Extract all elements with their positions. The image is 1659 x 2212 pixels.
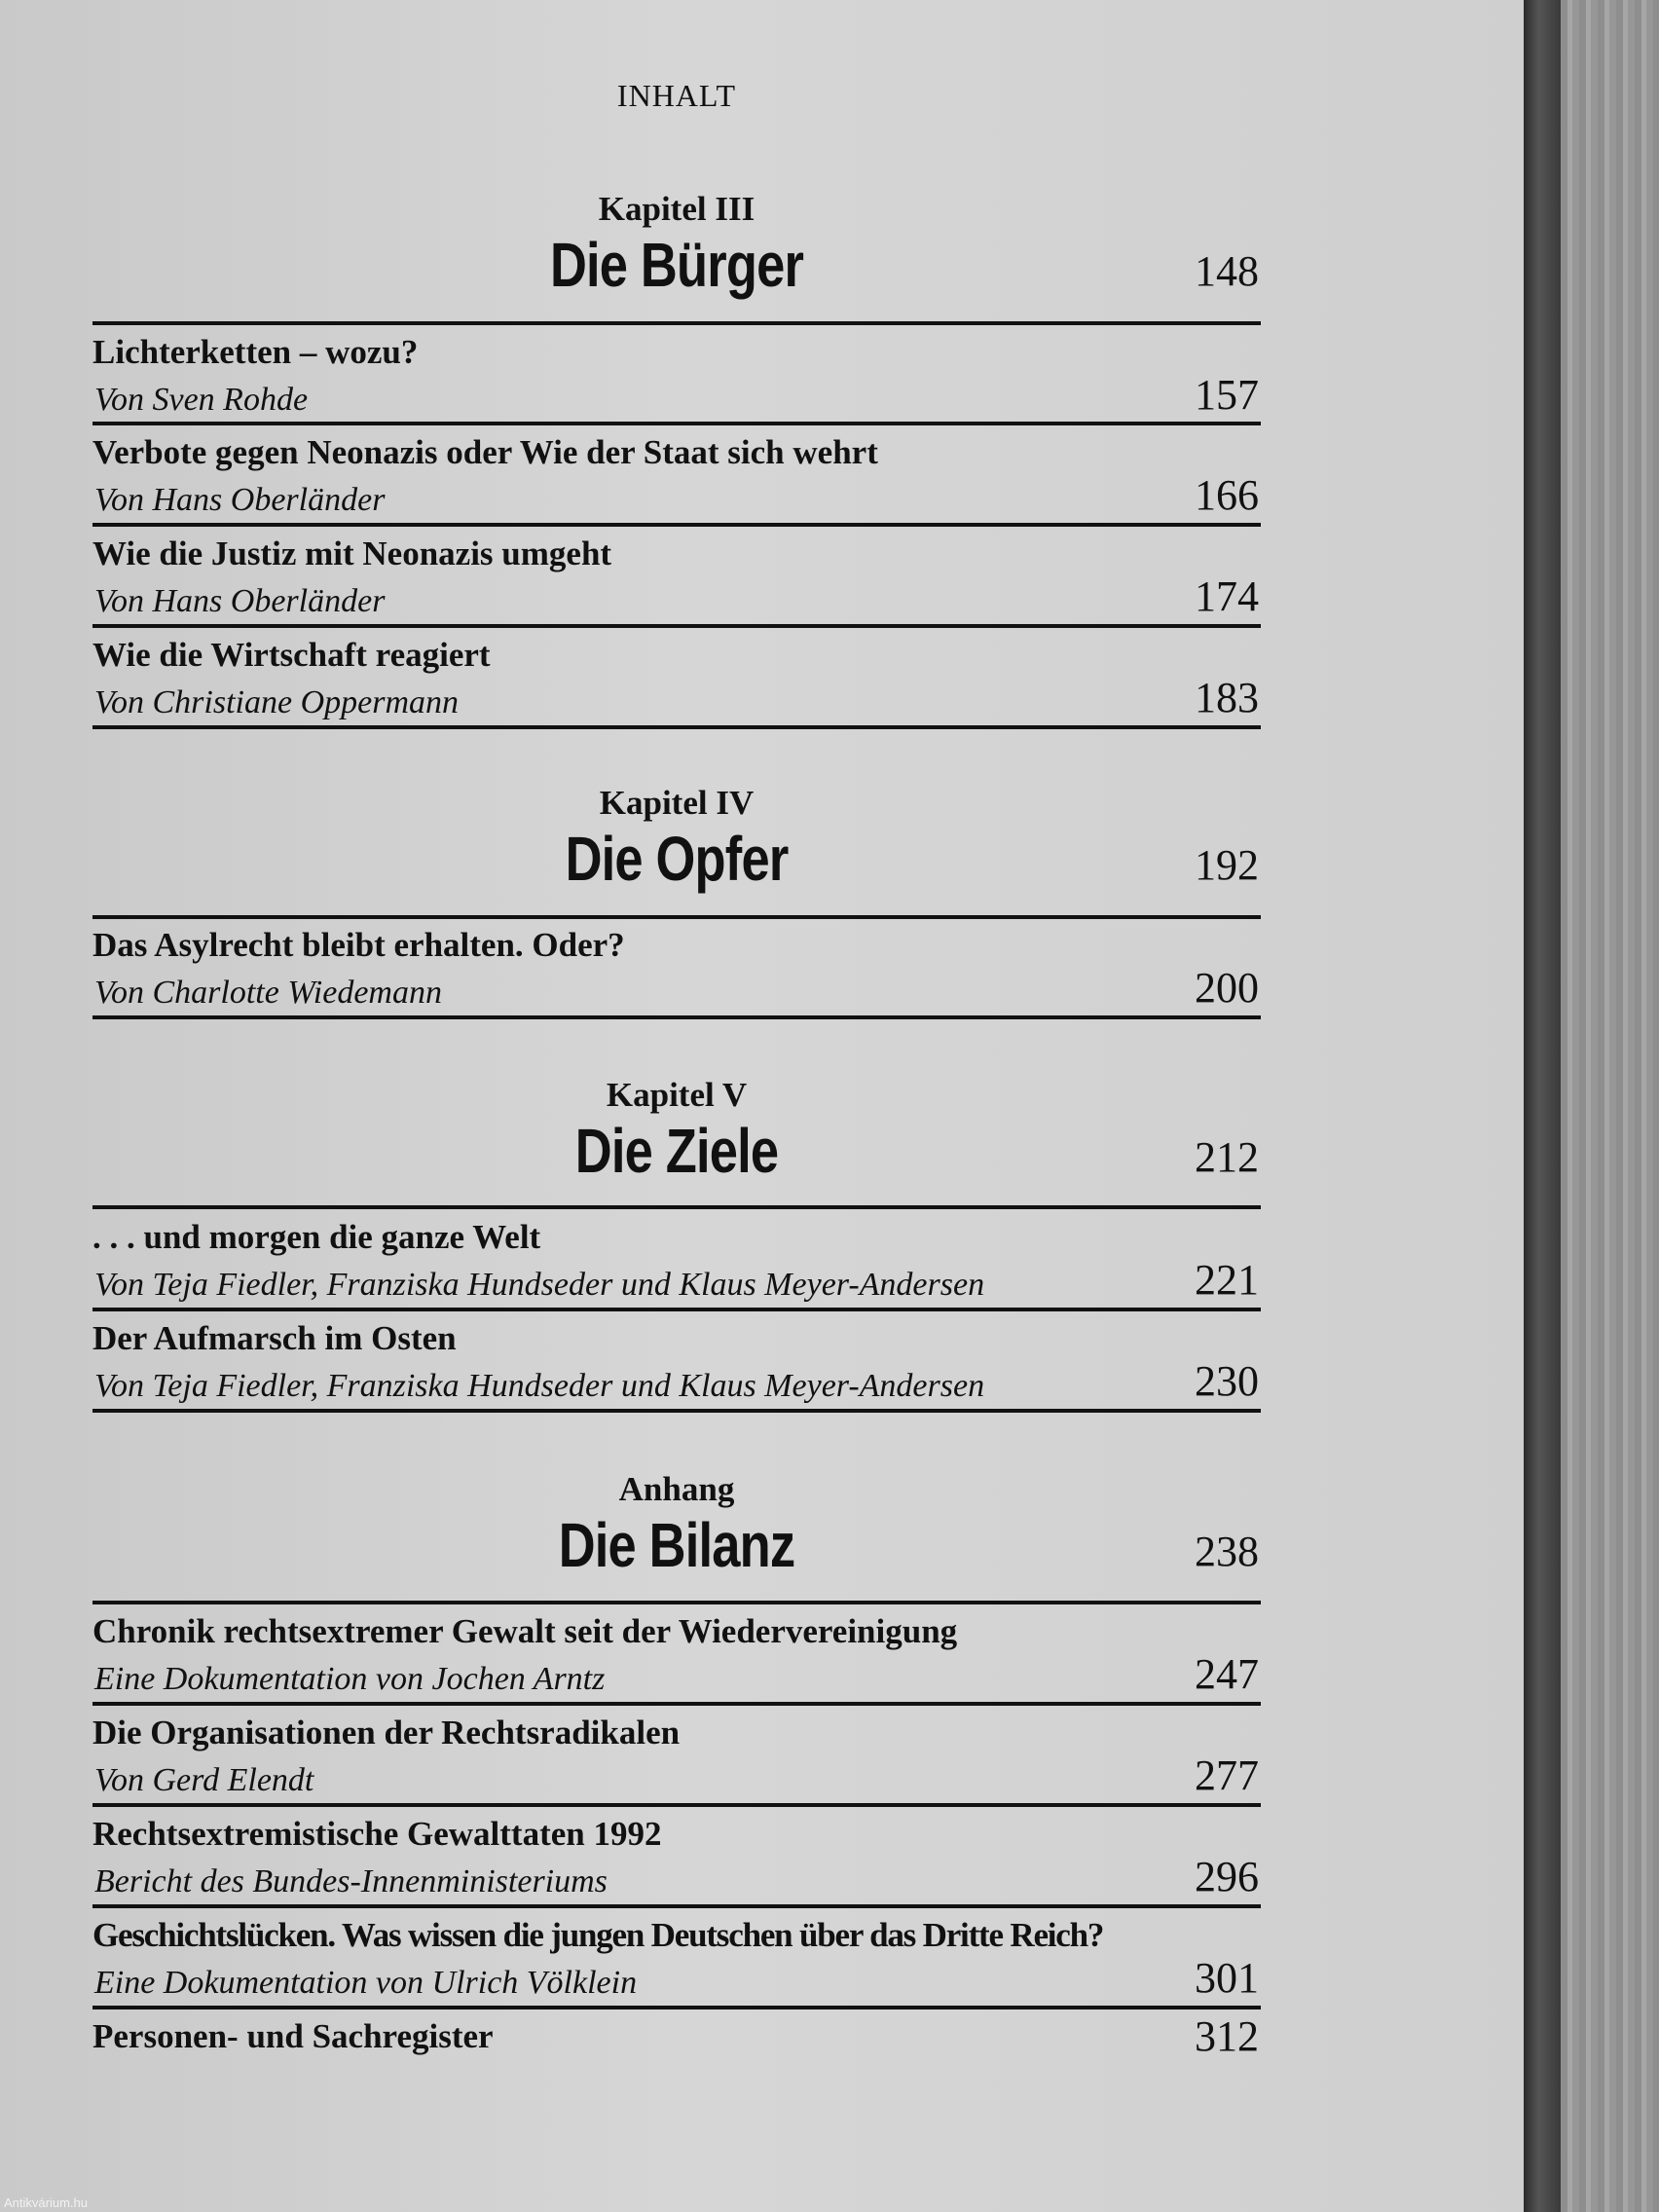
entry-page-number: 277 [1195,1751,1259,1799]
entry-author: Von Hans Oberländer [94,482,386,518]
entry-page-number: 230 [1195,1357,1259,1405]
chapter-heading [92,1470,1261,1606]
toc-entry [92,333,1261,430]
divider [92,1904,1261,1908]
entry-title: . . . und morgen die ganze Welt [92,1218,541,1256]
chapter-heading [92,784,1261,920]
divider [92,1702,1261,1706]
entry-title: Der Aufmarsch im Osten [92,1319,457,1357]
entry-page-number: 312 [1195,2012,1259,2060]
toc-entry [92,1714,1261,1811]
entry-title: Das Asylrecht bleibt erhalten. Oder? [92,926,625,964]
entry-page-number: 157 [1195,371,1259,419]
entry-title: Wie die Wirtschaft reagiert [92,636,491,674]
entry-title: Geschichtslücken. Was wissen die jungen Deutschen über das Dritte Reich? [92,1916,1104,1954]
background-surface [1561,0,1659,2212]
chapter-label: Kapitel IV [599,784,755,822]
divider [92,523,1261,527]
toc-entry [92,1612,1261,1710]
entry-title: Rechtsextremistische Gewalttaten 1992 [92,1815,662,1853]
entry-page-number: 174 [1195,572,1259,620]
chapter-title: Die Ziele [574,1116,779,1186]
chapter-page-number: 238 [1195,1528,1259,1575]
entry-author: Von Charlotte Wiedemann [94,975,442,1011]
entry-title: Die Organisationen der Rechtsradikalen [92,1714,681,1751]
toc-entry [92,2012,1261,2066]
book-spine [1524,0,1561,2212]
chapter-label: Anhang [618,1470,735,1508]
entry-author: Bericht des Bundes-Innenministeriums [94,1863,608,1899]
entry-author: Von Christiane Oppermann [94,684,459,720]
toc-entry [92,1319,1261,1417]
divider [92,1015,1261,1019]
entry-author: Von Sven Rohde [94,382,309,418]
toc-entry [92,433,1261,531]
entry-page-number: 301 [1195,1954,1259,2002]
entry-author: Von Gerd Elendt [94,1762,314,1798]
chapter-heading [92,1076,1261,1212]
divider [92,624,1261,628]
entry-title: Chronik rechtsextremer Gewalt seit der Wiedervereinigung [92,1612,958,1650]
entry-title: Lichterketten – wozu? [92,333,419,371]
divider [92,1205,1261,1209]
chapter-label: Kapitel III [598,190,756,228]
chapter-title: Die Bürger [549,230,804,300]
divider [92,725,1261,729]
entry-author: Von Teja Fiedler, Franziska Hundseder und Klaus Meyer-Andersen [94,1267,985,1303]
divider [92,321,1261,325]
chapter-heading [92,190,1261,326]
divider [92,1409,1261,1413]
toc-entry [92,926,1261,1023]
entry-page-number: 221 [1195,1256,1259,1304]
divider [92,1308,1261,1311]
chapter-page-number: 192 [1195,841,1259,889]
entry-page-number: 296 [1195,1853,1259,1900]
toc-entry [92,1218,1261,1315]
toc-entry [92,535,1261,632]
entry-title: Verbote gegen Neonazis oder Wie der Staat sich wehrt [92,433,878,471]
chapter-label: Kapitel V [606,1076,748,1114]
entry-page-number: 200 [1195,964,1259,1012]
watermark: Antikvárium.hu [4,2195,88,2210]
entry-title: Wie die Justiz mit Neonazis umgeht [92,535,612,572]
divider [92,1601,1261,1604]
divider [92,1803,1261,1807]
chapter-title: Die Opfer [565,824,789,894]
divider [92,2006,1261,2009]
toc-entry [92,1815,1261,1912]
toc-entry [92,636,1261,733]
entry-page-number: 166 [1195,471,1259,519]
entry-author: Von Teja Fiedler, Franziska Hundseder und Klaus Meyer-Andersen [94,1368,985,1404]
entry-author: Eine Dokumentation von Ulrich Völklein [94,1965,638,2001]
entry-page-number: 183 [1195,674,1259,721]
divider [92,422,1261,425]
entry-title: Personen- und Sachregister [92,2017,494,2055]
entry-author: Von Hans Oberländer [94,583,386,619]
divider [92,915,1261,919]
chapter-page-number: 148 [1195,247,1259,295]
entry-author: Eine Dokumentation von Jochen Arntz [94,1661,606,1697]
chapter-page-number: 212 [1195,1133,1259,1181]
entry-page-number: 247 [1195,1650,1259,1698]
chapter-title: Die Bilanz [558,1510,795,1580]
page-header: INHALT [616,78,737,113]
toc-entry [92,1916,1261,2013]
